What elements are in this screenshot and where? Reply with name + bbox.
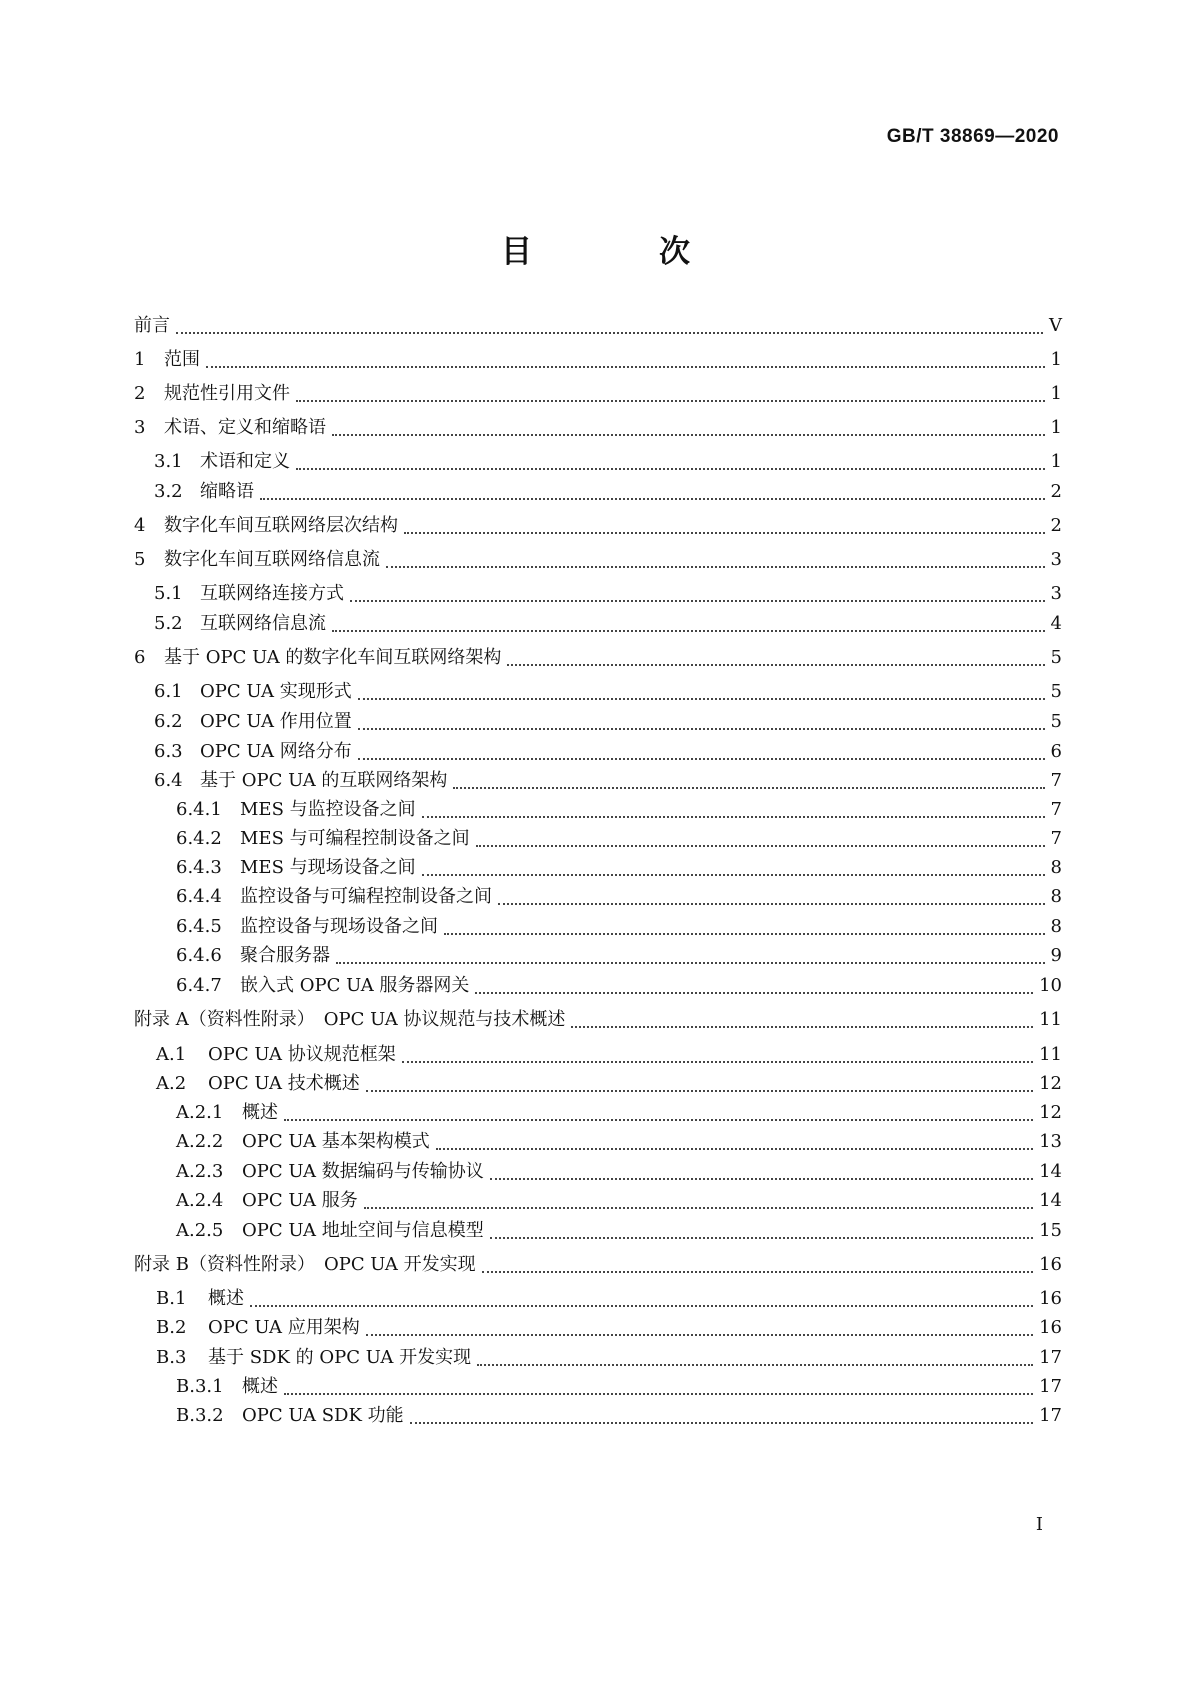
toc-entry[interactable] xyxy=(134,448,1062,476)
toc-dot-leader xyxy=(176,331,1043,334)
toc-entry[interactable] xyxy=(134,854,1062,882)
toc-entry-page: 10 xyxy=(1039,975,1062,996)
toc-dot-leader xyxy=(422,873,1045,876)
toc-dot-leader xyxy=(507,663,1044,666)
toc-dot-leader xyxy=(404,531,1045,534)
toc-entry[interactable] xyxy=(134,767,1062,795)
toc-entry-number: B.3.2 xyxy=(176,1405,224,1426)
toc-entry[interactable] xyxy=(134,738,1062,766)
toc-entry-label: 概述 xyxy=(242,1376,278,1397)
toc-entry[interactable] xyxy=(134,1099,1062,1127)
toc-dot-leader xyxy=(332,629,1045,632)
toc-entry-label: OPC UA 基本架构模式 xyxy=(242,1131,430,1152)
toc-entry-page: 17 xyxy=(1039,1347,1062,1368)
toc-entry-page: 14 xyxy=(1039,1161,1062,1182)
toc-entry-page: 7 xyxy=(1050,770,1062,791)
toc-entry-number: 6.4 xyxy=(154,770,183,791)
toc-entry-number: A.2.2 xyxy=(176,1131,224,1152)
toc-dot-leader xyxy=(498,902,1045,905)
toc-entry-label: 聚合服务器 xyxy=(240,945,330,966)
toc-entry-number: B.3 xyxy=(156,1347,187,1368)
toc-entry[interactable] xyxy=(134,414,1062,442)
toc-entry-label: OPC UA 实现形式 xyxy=(200,681,352,702)
toc-entry-label: OPC UA 技术概述 xyxy=(208,1073,360,1094)
toc-entry-page: 8 xyxy=(1050,857,1062,878)
toc-entry-page: 9 xyxy=(1050,945,1062,966)
toc-dot-leader xyxy=(475,991,1033,994)
toc-entry[interactable] xyxy=(134,380,1062,408)
toc-entry-number: 6.4.2 xyxy=(176,828,222,849)
toc-dot-leader xyxy=(444,932,1045,935)
toc-entry-page: 12 xyxy=(1039,1102,1062,1123)
toc-entry-number: 2 xyxy=(134,383,146,404)
toc-dot-leader xyxy=(358,697,1045,700)
toc-entry-label: 基于 OPC UA 的数字化车间互联网络架构 xyxy=(164,647,502,668)
toc-entry-label: 缩略语 xyxy=(200,481,254,502)
toc-entry[interactable] xyxy=(134,1070,1062,1098)
toc-entry-number: A.2.3 xyxy=(176,1161,224,1182)
toc-entry-page: 1 xyxy=(1050,349,1062,370)
toc-entry-label: 范围 xyxy=(164,349,200,370)
toc-entry-label: OPC UA 网络分布 xyxy=(200,741,352,762)
toc-entry[interactable] xyxy=(134,1314,1062,1342)
toc-entry-page: 13 xyxy=(1039,1131,1062,1152)
toc-entry-page: 1 xyxy=(1050,451,1062,472)
toc-entry-number: 6.4.7 xyxy=(176,975,222,996)
toc-entry[interactable] xyxy=(134,1344,1062,1372)
toc-entry[interactable] xyxy=(134,644,1062,672)
toc-entry-number: 6.4.1 xyxy=(176,799,222,820)
toc-dot-leader xyxy=(490,1177,1033,1180)
toc-entry[interactable] xyxy=(134,1041,1062,1069)
toc-entry[interactable] xyxy=(134,1128,1062,1156)
toc-entry[interactable] xyxy=(134,610,1062,638)
toc-dot-leader xyxy=(476,844,1045,847)
toc-entry-label: 数字化车间互联网络层次结构 xyxy=(164,515,398,536)
toc-entry-label: 附录 A（资料性附录） OPC UA 协议规范与技术概述 xyxy=(134,1009,566,1030)
toc-entry-number: B.1 xyxy=(156,1288,187,1309)
toc-entry-label: 基于 SDK 的 OPC UA 开发实现 xyxy=(208,1347,472,1368)
toc-entry-number: 4 xyxy=(134,515,146,536)
toc-entry-page: 3 xyxy=(1050,549,1062,570)
toc-entry-label: OPC UA 协议规范框架 xyxy=(208,1044,396,1065)
toc-entry-label: 数字化车间互联网络信息流 xyxy=(164,549,380,570)
toc-entry-page: 7 xyxy=(1050,799,1062,820)
toc-dot-leader xyxy=(284,1392,1033,1395)
toc-dot-leader xyxy=(422,815,1045,818)
toc-entry-page: 14 xyxy=(1039,1190,1062,1211)
toc-entry-number: 5.1 xyxy=(154,583,183,604)
toc-entry-label: 规范性引用文件 xyxy=(164,383,290,404)
toc-dot-leader xyxy=(410,1421,1033,1424)
toc-dot-leader xyxy=(284,1118,1033,1121)
toc-entry-label: 监控设备与可编程控制设备之间 xyxy=(240,886,492,907)
toc-entry-label: MES 与现场设备之间 xyxy=(240,857,416,878)
toc-entry-page: 1 xyxy=(1050,383,1062,404)
toc-dot-leader xyxy=(296,467,1045,470)
toc-dot-leader xyxy=(386,565,1045,568)
toc-entry[interactable] xyxy=(134,1006,1062,1034)
toc-entry-label: MES 与监控设备之间 xyxy=(240,799,416,820)
toc-entry[interactable] xyxy=(134,1373,1062,1401)
toc-entry-number: 6.1 xyxy=(154,681,183,702)
toc-dot-leader xyxy=(436,1147,1033,1150)
toc-entry-label: OPC UA SDK 功能 xyxy=(242,1405,404,1426)
toc-entry-page: 17 xyxy=(1039,1376,1062,1397)
toc-entry-label: 术语和定义 xyxy=(200,451,290,472)
toc-entry-page: 8 xyxy=(1050,886,1062,907)
toc-entry-page: 11 xyxy=(1039,1009,1062,1030)
toc-entry-page: 16 xyxy=(1039,1288,1062,1309)
toc-entry-page: 2 xyxy=(1050,515,1062,536)
toc-entry-page: 15 xyxy=(1039,1220,1062,1241)
toc-entry-number: B.2 xyxy=(156,1317,187,1338)
toc-entry-number: 6.4.4 xyxy=(176,886,222,907)
toc-entry-number: A.2.5 xyxy=(176,1220,224,1241)
toc-entry-page: Ⅴ xyxy=(1049,315,1062,336)
toc-entry-page: 5 xyxy=(1050,681,1062,702)
toc-entry-number: 6.4.6 xyxy=(176,945,222,966)
toc-dot-leader xyxy=(358,727,1045,730)
toc-entry-page: 3 xyxy=(1050,583,1062,604)
toc-entry-label: OPC UA 应用架构 xyxy=(208,1317,360,1338)
toc-entry[interactable] xyxy=(134,825,1062,853)
toc-entry[interactable] xyxy=(134,1251,1062,1279)
toc-entry[interactable] xyxy=(134,796,1062,824)
toc-dot-leader xyxy=(453,786,1044,789)
toc-entry[interactable] xyxy=(134,478,1062,506)
toc-entry-number: 5 xyxy=(134,549,146,570)
toc-entry[interactable] xyxy=(134,883,1062,911)
toc-entry-number: 6.3 xyxy=(154,741,183,762)
toc-dot-leader xyxy=(571,1025,1033,1028)
toc-entry-label: OPC UA 地址空间与信息模型 xyxy=(242,1220,484,1241)
toc-entry-label: 概述 xyxy=(242,1102,278,1123)
toc-entry[interactable] xyxy=(134,580,1062,608)
page-title: 目 次 xyxy=(501,234,738,270)
toc-entry-label: 嵌入式 OPC UA 服务器网关 xyxy=(240,975,470,996)
page-number: Ⅰ xyxy=(1035,1514,1043,1535)
toc-dot-leader xyxy=(402,1060,1033,1063)
toc-entry-number: 6.2 xyxy=(154,711,183,732)
toc-entry-page: 11 xyxy=(1039,1044,1062,1065)
toc-dot-leader xyxy=(260,497,1045,500)
toc-entry[interactable] xyxy=(134,512,1062,540)
toc-entry[interactable] xyxy=(134,942,1062,970)
toc-entry[interactable] xyxy=(134,312,1062,340)
toc-dot-leader xyxy=(490,1236,1033,1239)
toc-entry-label: OPC UA 数据编码与传输协议 xyxy=(242,1161,484,1182)
toc-entry-page: 12 xyxy=(1039,1073,1062,1094)
toc-entry-page: 17 xyxy=(1039,1405,1062,1426)
toc-dot-leader xyxy=(366,1089,1033,1092)
toc-entry-page: 6 xyxy=(1050,741,1062,762)
toc-entry-number: 1 xyxy=(134,349,146,370)
toc-entry[interactable] xyxy=(134,346,1062,374)
toc-entry-label: OPC UA 服务 xyxy=(242,1190,358,1211)
toc-entry-number: A.2 xyxy=(156,1073,187,1094)
toc-entry-label: 互联网络连接方式 xyxy=(200,583,344,604)
toc-entry-page: 5 xyxy=(1050,711,1062,732)
toc-dot-leader xyxy=(358,757,1045,760)
toc-dot-leader xyxy=(336,961,1045,964)
toc-entry-page: 16 xyxy=(1039,1254,1062,1275)
toc-entry[interactable] xyxy=(134,1217,1062,1245)
standard-code: GB/T 38869—2020 xyxy=(886,126,1059,147)
toc-entry[interactable] xyxy=(134,1158,1062,1186)
toc-entry-label: 附录 B（资料性附录） OPC UA 开发实现 xyxy=(134,1254,476,1275)
toc-entry-page: 2 xyxy=(1050,481,1062,502)
toc-dot-leader xyxy=(482,1270,1033,1273)
toc-entry-label: 前言 xyxy=(134,315,170,336)
toc-entry-number: 5.2 xyxy=(154,613,183,634)
toc-entry-page: 4 xyxy=(1050,613,1062,634)
toc-entry-number: A.2.1 xyxy=(176,1102,224,1123)
toc-entry-page: 5 xyxy=(1050,647,1062,668)
toc-dot-leader xyxy=(296,399,1045,402)
toc-dot-leader xyxy=(366,1333,1033,1336)
toc-dot-leader xyxy=(364,1206,1033,1209)
toc-entry-label: 互联网络信息流 xyxy=(200,613,326,634)
toc-entry[interactable] xyxy=(134,913,1062,941)
toc-entry-number: 6.4.5 xyxy=(176,916,222,937)
toc-entry-label: OPC UA 作用位置 xyxy=(200,711,352,732)
toc-entry-page: 16 xyxy=(1039,1317,1062,1338)
toc-entry[interactable] xyxy=(134,1285,1062,1313)
toc-dot-leader xyxy=(350,599,1045,602)
toc-entry-label: 基于 OPC UA 的互联网络架构 xyxy=(200,770,448,791)
toc-entry[interactable] xyxy=(134,1402,1062,1430)
toc-entry-number: 6 xyxy=(134,647,146,668)
toc-entry-label: MES 与可编程控制设备之间 xyxy=(240,828,470,849)
toc-entry-label: 监控设备与现场设备之间 xyxy=(240,916,438,937)
toc-dot-leader xyxy=(477,1363,1033,1366)
toc-entry-number: A.2.4 xyxy=(176,1190,224,1211)
toc-entry-number: 6.4.3 xyxy=(176,857,222,878)
toc-entry-label: 术语、定义和缩略语 xyxy=(164,417,326,438)
toc-entry-number: A.1 xyxy=(156,1044,187,1065)
toc-entry[interactable] xyxy=(134,678,1062,706)
toc-entry[interactable] xyxy=(134,546,1062,574)
toc-entry-number: 3.2 xyxy=(154,481,183,502)
toc-entry-page: 1 xyxy=(1050,417,1062,438)
toc-dot-leader xyxy=(332,433,1045,436)
toc-entry[interactable] xyxy=(134,1187,1062,1215)
toc-entry-page: 8 xyxy=(1050,916,1062,937)
toc-entry-number: B.3.1 xyxy=(176,1376,224,1397)
toc-entry-label: 概述 xyxy=(208,1288,244,1309)
toc-entry[interactable] xyxy=(134,708,1062,736)
toc-dot-leader xyxy=(206,365,1045,368)
toc-dot-leader xyxy=(250,1304,1033,1307)
toc-entry[interactable] xyxy=(134,972,1062,1000)
toc-entry-page: 7 xyxy=(1050,828,1062,849)
toc-entry-number: 3.1 xyxy=(154,451,183,472)
toc-entry-number: 3 xyxy=(134,417,146,438)
